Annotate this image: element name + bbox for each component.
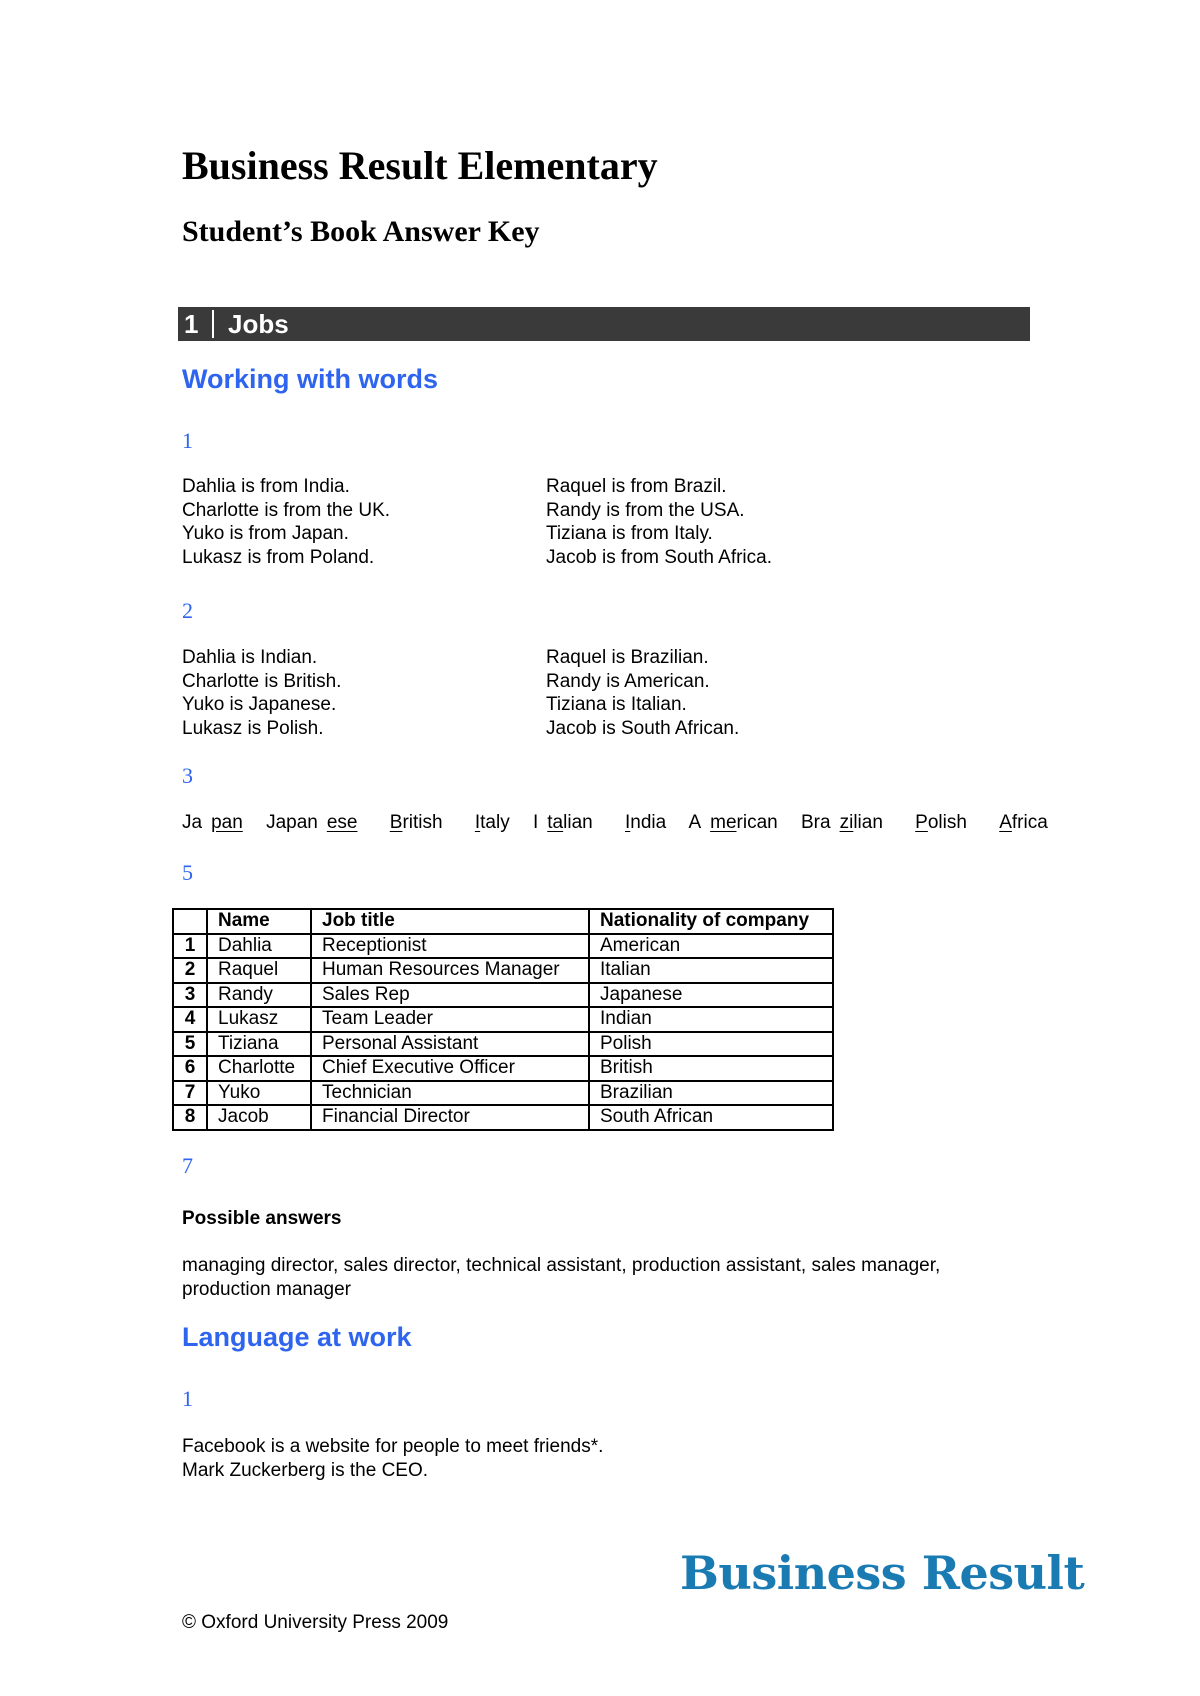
- ex1-right-column: [546, 475, 772, 569]
- business-result-logo: Business Result: [680, 1546, 1085, 1600]
- row-number: 2: [173, 958, 207, 983]
- name-cell: Charlotte: [207, 1056, 311, 1081]
- possible-answers-text: managing director, sales director, technical assistant, production assistant, sales manager, production manager: [182, 1255, 941, 1300]
- name-cell: Randy: [207, 983, 311, 1008]
- stress-word: Africa: [999, 812, 1048, 833]
- answer-line: Tiziana is from Italy.: [546, 523, 713, 544]
- document-title: Business Result Elementary: [182, 143, 658, 188]
- answer-line: Dahlia is Indian.: [182, 647, 318, 668]
- answer-line: Raquel is from Brazil.: [546, 476, 727, 497]
- possible-answers-label: Possible answers: [182, 1208, 342, 1229]
- table-header-cell: Name: [207, 909, 311, 934]
- table-header-row: [173, 909, 833, 934]
- table-row: [173, 1105, 833, 1130]
- answer-line: Lukasz is Polish.: [182, 717, 324, 739]
- job-title-cell: Receptionist: [311, 934, 589, 959]
- row-number: 1: [173, 934, 207, 959]
- name-cell: Dahlia: [207, 934, 311, 959]
- job-title-cell: Technician: [311, 1081, 589, 1106]
- table-row: [173, 1032, 833, 1057]
- stress-word: I talian: [533, 812, 593, 833]
- exercise-number: 7: [182, 1153, 193, 1178]
- nationality-cell: Indian: [589, 1007, 833, 1032]
- section-heading-working-with-words: Working with words: [182, 364, 438, 394]
- table-row: [173, 1007, 833, 1032]
- nationality-cell: Japanese: [589, 983, 833, 1008]
- section-heading-language-at-work: Language at work: [182, 1322, 412, 1352]
- table-row: [173, 934, 833, 959]
- answer-line: Randy is American.: [546, 670, 710, 692]
- nationality-cell: Brazilian: [589, 1081, 833, 1106]
- exercise-number: 1: [182, 428, 193, 453]
- job-title-cell: Financial Director: [311, 1105, 589, 1130]
- row-number: 4: [173, 1007, 207, 1032]
- nationality-cell: South African: [589, 1105, 833, 1130]
- jobs-table: [172, 908, 834, 1131]
- name-cell: Lukasz: [207, 1007, 311, 1032]
- answer-line: Randy is from the USA.: [546, 499, 745, 521]
- row-number: 3: [173, 983, 207, 1008]
- stress-word: Bra zilian: [801, 812, 883, 833]
- unit-number: 1: [184, 308, 199, 339]
- nationality-cell: British: [589, 1056, 833, 1081]
- ex2-right-column: [546, 646, 739, 740]
- exercise-number: 1: [182, 1386, 193, 1411]
- language-at-work-answers: [182, 1435, 603, 1482]
- answer-line: Charlotte is from the UK.: [182, 499, 391, 521]
- exercise-number: 3: [182, 763, 193, 788]
- stress-word: Ja pan: [182, 812, 243, 833]
- row-number: 5: [173, 1032, 207, 1057]
- answer-line: Yuko is Japanese.: [182, 694, 337, 715]
- row-number: 6: [173, 1056, 207, 1081]
- unit-header-bar: [178, 307, 1030, 341]
- exercise-number: 2: [182, 598, 193, 623]
- answer-line: Mark Zuckerberg is the CEO.: [182, 1459, 429, 1481]
- answer-line: Lukasz is from Poland.: [182, 546, 375, 568]
- nationality-cell: Italian: [589, 958, 833, 983]
- row-number: 8: [173, 1105, 207, 1130]
- nationality-cell: American: [589, 934, 833, 959]
- job-title-cell: Human Resources Manager: [311, 958, 589, 983]
- stress-word: Japan ese: [266, 812, 358, 833]
- answer-line: Raquel is Brazilian.: [546, 647, 709, 668]
- name-cell: Raquel: [207, 958, 311, 983]
- answer-line: Facebook is a website for people to meet friends*.: [182, 1436, 604, 1457]
- table-header-cell: Nationality of company: [589, 909, 833, 934]
- nationality-cell: Polish: [589, 1032, 833, 1057]
- subtitle-rest: Answer Key: [376, 215, 540, 248]
- answer-line: Charlotte is British.: [182, 670, 342, 692]
- job-title-cell: Chief Executive Officer: [311, 1056, 589, 1081]
- stress-word: British: [389, 812, 443, 833]
- stress-word: Polish: [915, 812, 967, 833]
- name-cell: Yuko: [207, 1081, 311, 1106]
- copyright-footer: © Oxford University Press 2009: [182, 1612, 449, 1633]
- table-row: [173, 1081, 833, 1106]
- table-row: [173, 958, 833, 983]
- table-row: [173, 983, 833, 1008]
- job-title-cell: Sales Rep: [311, 983, 589, 1008]
- answer-line: Tiziana is Italian.: [546, 694, 687, 715]
- answer-line: Jacob is from South Africa.: [546, 546, 772, 568]
- table-row: [173, 1056, 833, 1081]
- stress-word: Italy: [474, 812, 510, 833]
- job-title-cell: Team Leader: [311, 1007, 589, 1032]
- table-header-cell: [173, 909, 207, 934]
- table-header-cell: Job title: [311, 909, 589, 934]
- document-subtitle: [182, 214, 540, 250]
- stress-word: A merican: [688, 812, 778, 833]
- exercise-number: 5: [182, 860, 193, 885]
- answer-line: Dahlia is from India.: [182, 476, 350, 497]
- answer-line: Jacob is South African.: [546, 717, 740, 739]
- name-cell: Tiziana: [207, 1032, 311, 1057]
- job-title-cell: Personal Assistant: [311, 1032, 589, 1057]
- stress-words-line: [182, 812, 1066, 834]
- row-number: 7: [173, 1081, 207, 1106]
- unit-title: Jobs: [228, 308, 289, 339]
- subtitle-bold: Student’s Book: [182, 215, 377, 248]
- ex2-left-column: [182, 646, 341, 740]
- stress-word: India: [625, 812, 667, 833]
- ex1-left-column: [182, 475, 390, 569]
- answer-line: Yuko is from Japan.: [182, 523, 349, 544]
- name-cell: Jacob: [207, 1105, 311, 1130]
- unit-separator: [212, 310, 214, 338]
